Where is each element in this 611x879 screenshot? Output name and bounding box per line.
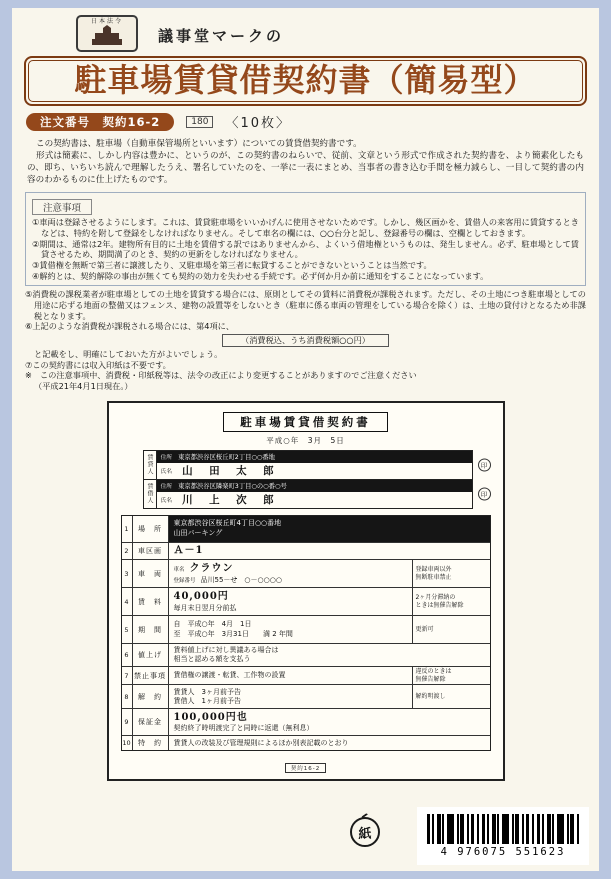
page-bottom [12, 805, 599, 867]
note-item-1: ①車両は登録させるようにします。これは、賃貸駐車場をいいかげんに使用させないためです。しかし、幾区画かを、賃借人の来客用に賃貸するときなどは、特約を附して登録をしなければなりません。そして車名の欄には、○○台分と記し、登録番号の欄は、空欄としておきます。 [32, 217, 579, 238]
lessee-address: 東京都渋谷区隣楽町3丁目○の○番○号 [178, 483, 287, 490]
lessor-address-label: 住所 [160, 455, 173, 461]
car-name: クラウン [189, 563, 234, 575]
lessor-address: 東京都渋谷区桜丘町2丁目○○番地 [178, 454, 275, 461]
car-plate: 品川55－せ ○－○○○○ [200, 575, 282, 584]
deposit-amount: 100,000円也 [173, 711, 248, 723]
form-date: 平成○年 3月 5日 [266, 435, 345, 445]
rent-terms: 毎月末日翌月分前払 [173, 603, 237, 612]
table-row: 4 賃 料 40,000円 毎月末日翌月分前払 2ヶ月分滞納の ときは無催告解除 [122, 587, 490, 615]
lessor-row [144, 451, 488, 479]
notes-label: 注意事項 [32, 199, 92, 215]
party-table [143, 450, 488, 509]
lessee-row [144, 479, 488, 508]
location-value: 東京都渋谷区桜丘町4丁目○○番地 [173, 519, 282, 528]
lessor-name: 山 田 太 郎 [182, 465, 277, 477]
barcode-bars [427, 814, 579, 844]
note-item-6b: と記載をし、明確にしておいた方がよいでしょう。 [34, 348, 223, 359]
product-title: 駐車場賃貸借契約書（簡易型） [74, 61, 537, 99]
order-code: 180 [186, 116, 213, 128]
table-row: 7 禁止事項 賃借権の譲渡・転貸、工作物の設置 違反のときは 無催告解除 [122, 666, 490, 685]
location-name: 山田パーキング [173, 528, 223, 537]
table-row: 10 特 約 賃貸人の改装及び管理規則によるほか別表記載のとおり [122, 735, 490, 750]
note-star-1: ※ この注意事項中、消費税・印紙税等は、法令の改正により変更することがありますのでご注意ください [25, 370, 417, 381]
intro-text [27, 138, 584, 186]
table-row: 6 値上げ 賃料値上げに対し異議ある場合は 相当と認める額を支払う [122, 643, 490, 666]
notes-continued [25, 289, 586, 391]
sheet-count: 〈10枚〉 [225, 116, 292, 132]
lessee-name-label: 氏名 [160, 498, 173, 504]
brand-tagline: 議事堂マークの [158, 27, 285, 45]
recycled-paper-icon: 紙 [350, 817, 380, 847]
notes-box [25, 192, 586, 286]
header [12, 8, 599, 52]
table-row: 8 解 約 賃貸人 3ヶ月前予告 賃借人 1ヶ月前予告 解約明渡し [122, 684, 490, 708]
order-number-badge: 注文番号 契約16-2 [26, 113, 174, 131]
table-row: 5 期 間 自 平成○年 4月 1日 至 平成○年 3月31日 満 2 年間 更新可 [122, 615, 490, 643]
lessee-name: 川 上 次 郎 [182, 494, 277, 506]
note-item-2: ②期間は、通常は2年。建物所有目的に土地を賃借する訳ではありませんから、よくいう借地権というものは、発生しません。必ず、駐車場として賃貸させるため、期間満了のとき、契約の更新をしなければなりません。 [32, 238, 579, 260]
document-sheet [12, 8, 599, 871]
note-item-4: ④解約とは、契約解除の事由が無くても契約の効力を失わせる手続です。必ず何か月か前に通知をすることになっています。 [32, 270, 489, 281]
lessor-seal-icon: 印 [478, 458, 491, 471]
publisher-logo-text: 日本法令 [90, 18, 123, 25]
barcode [417, 807, 589, 865]
intro-paragraph-1: この契約書は、駐車場（自動車保管場所といいます）についての賃貸借契約書です。 [36, 139, 362, 150]
form-code: 契約16-2 [285, 763, 326, 773]
tax-sample-box: （消費税込、うち消費税額○○円） [222, 334, 389, 347]
title-box [24, 56, 587, 106]
note-item-5: ⑤消費税の課税業者が駐車場としての土地を賃貸する場合には、原則としてその賃料に消費税が課税されます。ただし、その土地につき駐車場としての用途に応ずる地面の整備又はフェンス、建物の設置等をしないとき（駐車に係る車両の管理をしている場合を除く）は、土地の貸付けとなるため非課税となります。 [25, 289, 586, 321]
diet-building-icon [90, 25, 124, 47]
intro-paragraph-2: 形式は簡素に、しかし内容は豊かに、というのが、この契約書のねらいで、従前、文章という形式で作成された契約書を、より簡素化したもの、即ち、いちいち読んで理解したうえ、署名していたのを、一挙に一表にまとめ、当事者の書き込む手間を極力減らし、一目して契約書の内容のわかるものに仕上げたものです。 [27, 151, 584, 186]
lessor-name-label: 氏名 [160, 469, 173, 475]
barcode-number: 4 976075 551623 [440, 846, 566, 858]
note-star-2: （平成21年4月1日現在。） [34, 380, 133, 391]
contract-table [121, 515, 491, 752]
table-row: 9 保証金 100,000円也 契約終了時明渡完了と同時に返還（無利息） [122, 708, 490, 735]
term-start: 自 平成○年 4月 1日 [173, 620, 252, 629]
table-row: 2 車区画 Ａ－1 [122, 542, 490, 560]
order-row [26, 112, 585, 131]
lessor-role-label: 賃貸人 [144, 451, 157, 479]
space-number: Ａ－1 [173, 545, 204, 556]
note-item-3: ③賃借権を無断で第三者に譲渡したり、又駐車場を第三者に転貸することができないということは当然です。 [32, 259, 432, 270]
rent-amount: 40,000円 [173, 591, 229, 603]
lessee-address-label: 住所 [160, 484, 173, 490]
publisher-logo [76, 15, 138, 52]
sample-contract-form [107, 401, 505, 782]
note-item-7: ⑦この契約書には収入印紙は不要です。 [25, 359, 171, 370]
lessee-role-label: 賃借人 [144, 480, 157, 508]
table-row: 1 場 所 東京都渋谷区桜丘町4丁目○○番地 山田パーキング [122, 516, 490, 542]
lessee-seal-icon: 印 [478, 487, 491, 500]
term-end: 至 平成○年 3月31日 満 2 年間 [173, 629, 293, 638]
note-item-6: ⑥上記のような消費税が課税される場合には、第4項に、 [25, 321, 235, 332]
form-title: 駐車場賃貸借契約書 [223, 412, 388, 432]
table-row: 3 車 両 車名 クラウン 登録番号 品川55－せ ○－○○○○ 登録車両以外 無断駐車禁止 [122, 559, 490, 587]
